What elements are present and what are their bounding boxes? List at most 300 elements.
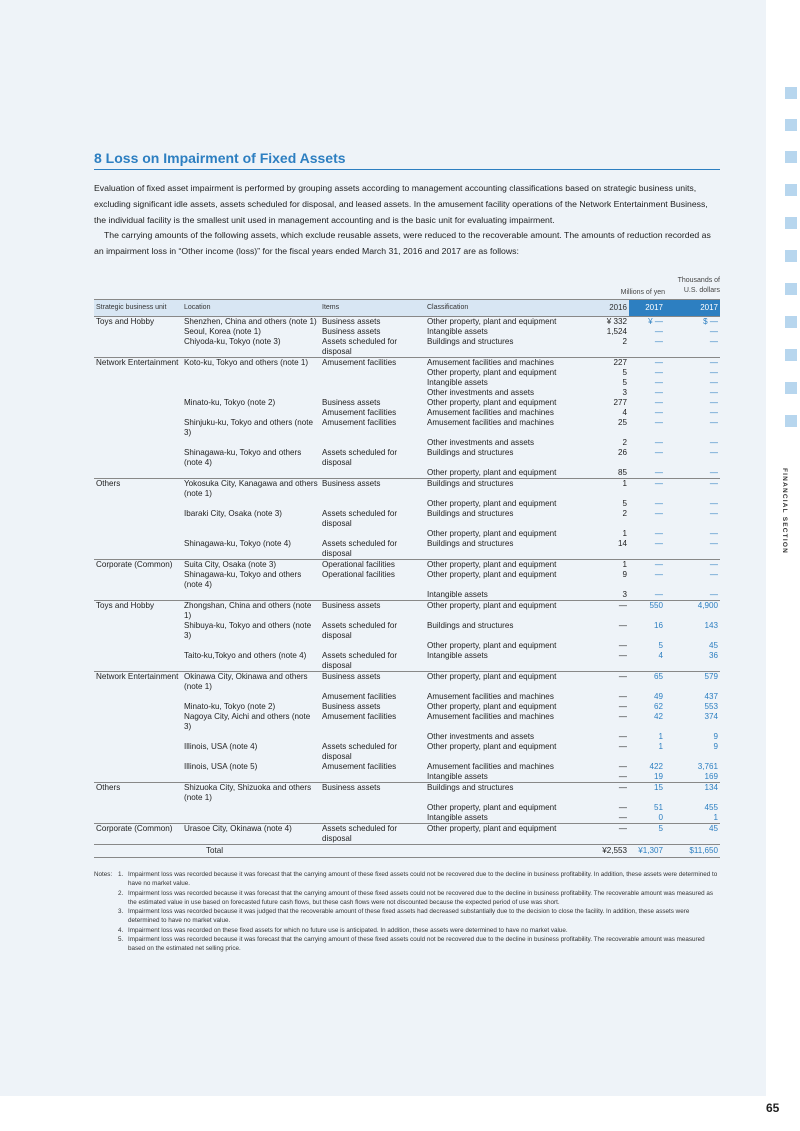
cell-2017-yen: 422: [649, 761, 663, 771]
cell-2017-yen: —: [654, 326, 663, 336]
cell-location: [182, 408, 320, 418]
table-row: [94, 651, 720, 672]
cell-2017-usd: —: [709, 447, 718, 457]
cell-business-unit: [94, 702, 182, 712]
cell-2017-yen: 51: [653, 802, 663, 812]
cell-business-unit: [94, 803, 182, 813]
cell-classification: Other property, plant and equipment: [425, 600, 587, 621]
nav-square: [785, 415, 797, 427]
table-row: [94, 590, 720, 601]
cell-location: Shibuya-ku, Tokyo and others (note 3): [184, 620, 312, 640]
cell-classification: Intangible assets: [427, 812, 488, 822]
cell-location: [182, 468, 320, 479]
cell-2016: —: [618, 620, 627, 630]
table-row: [94, 823, 720, 844]
cell-2017-yen: —: [654, 387, 663, 397]
cell-items: [320, 590, 425, 601]
cell-2017-yen: —: [654, 569, 663, 579]
table-row: [94, 621, 720, 641]
cell-2017-yen: 0: [658, 812, 663, 822]
cell-business-unit: Toys and Hobby: [94, 316, 182, 327]
cell-classification: Intangible assets: [427, 771, 488, 781]
cell-items: Assets scheduled for disposal: [322, 508, 398, 528]
cell-2016: 26: [617, 447, 627, 457]
cell-location: [182, 368, 320, 378]
section-title: 8 Loss on Impairment of Fixed Assets: [94, 150, 720, 170]
cell-items: Assets scheduled for disposal: [322, 650, 398, 670]
cell-2016: ¥ 332: [587, 316, 629, 327]
cell-classification: Buildings and structures: [427, 447, 514, 457]
cell-location: Illinois, USA (note 5): [184, 761, 258, 771]
cell-location: Shinjuku-ku, Tokyo and others (note 3): [184, 417, 313, 437]
total-2017-yen: ¥1,307: [629, 844, 665, 857]
table-row: [94, 337, 720, 358]
cell-2017-usd: —: [709, 387, 718, 397]
cell-business-unit: Others: [94, 478, 182, 499]
cell-items: Assets scheduled for disposal: [322, 538, 398, 558]
cell-classification: Other property, plant and equipment: [427, 701, 557, 711]
table-row: [94, 712, 720, 732]
cell-business-unit: [94, 570, 182, 590]
cell-classification: Other property, plant and equipment: [427, 467, 557, 477]
cell-2017-yen: —: [629, 357, 665, 368]
cell-business-unit: [94, 712, 182, 732]
cell-2017-usd: 9: [713, 731, 718, 741]
note-number: 5.: [118, 936, 124, 944]
header-classification: Classification: [425, 299, 587, 316]
note-text: Impairment loss was recorded because it was forecast that the carrying amount of these fixed assets could not be recovered due to the decline in business profitability. The recoverable amount was measured based on the estimated net selling price.: [128, 936, 705, 953]
cell-2017-yen: —: [629, 478, 665, 499]
total-2016: ¥2,553: [587, 844, 629, 857]
cell-location: Yokosuka City, Kanagawa and others (note 1): [182, 478, 320, 499]
cell-items: [320, 813, 425, 824]
cell-2016: 2: [622, 437, 627, 447]
table-row: [94, 641, 720, 651]
table-row: [94, 468, 720, 479]
cell-items: Assets scheduled for disposal: [322, 336, 398, 356]
cell-items: Amusement facilities: [322, 407, 397, 417]
cell-location: [182, 499, 320, 509]
cell-classification: Other property, plant and equipment: [427, 397, 557, 407]
cell-2017-yen: 49: [653, 691, 663, 701]
cell-2017-usd: —: [665, 559, 720, 570]
cell-classification: Amusement facilities and machines: [427, 711, 554, 721]
cell-2017-yen: —: [654, 407, 663, 417]
cell-2016: —: [618, 741, 627, 751]
cell-2016: 2: [622, 336, 627, 346]
header-2017-usd: 2017: [665, 299, 720, 316]
cell-2017-yen: 42: [653, 711, 663, 721]
cell-2017-yen: —: [654, 397, 663, 407]
cell-location: Minato-ku, Tokyo (note 2): [184, 701, 276, 711]
note-number: 2.: [118, 889, 124, 897]
cell-items: [320, 438, 425, 448]
cell-items: [320, 772, 425, 783]
cell-classification: Amusement facilities and machines: [427, 407, 554, 417]
cell-location: Okinawa City, Okinawa and others (note 1): [182, 671, 320, 692]
cell-2016: 9: [622, 569, 627, 579]
cell-2017-usd: —: [709, 589, 718, 599]
cell-classification: Buildings and structures: [427, 538, 514, 548]
cell-2017-usd: 134: [665, 782, 720, 803]
cell-classification: Other investments and assets: [427, 731, 535, 741]
cell-business-unit: [94, 641, 182, 651]
table-header-row: [94, 299, 720, 316]
cell-location: Seoul, Korea (note 1): [184, 326, 261, 336]
cell-classification: Buildings and structures: [425, 782, 587, 803]
cell-2017-yen: 550: [629, 600, 665, 621]
cell-2017-yen: 1: [658, 731, 663, 741]
cell-location: [182, 529, 320, 539]
cell-classification: Other property, plant and equipment: [425, 823, 587, 844]
cell-business-unit: [94, 398, 182, 408]
cell-items: Amusement facilities: [320, 357, 425, 368]
cell-location: [182, 803, 320, 813]
cell-business-unit: Corporate (Common): [94, 559, 182, 570]
cell-2016: 277: [613, 397, 627, 407]
cell-business-unit: [94, 468, 182, 479]
cell-2017-usd: 36: [708, 650, 718, 660]
cell-location: Shinagawa-ku, Tokyo and others (note 4): [184, 569, 302, 589]
table-row: [94, 499, 720, 509]
table-row: [94, 509, 720, 529]
cell-location: [182, 438, 320, 448]
cell-2017-usd: —: [709, 367, 718, 377]
cell-items: Amusement facilities: [322, 761, 397, 771]
cell-classification: Amusement facilities and machines: [425, 357, 587, 368]
cell-location: [182, 378, 320, 388]
header-2016: 2016: [587, 299, 629, 316]
cell-2017-usd: 553: [704, 701, 718, 711]
cell-2017-yen: —: [654, 447, 663, 457]
cell-business-unit: [94, 590, 182, 601]
cell-items: [320, 529, 425, 539]
note-number: 3.: [118, 908, 124, 916]
nav-square: [785, 184, 797, 196]
total-row: [94, 844, 720, 857]
cell-2017-yen: 1: [658, 741, 663, 751]
cell-2017-yen: —: [654, 498, 663, 508]
nav-square: [785, 316, 797, 328]
cell-classification: Other property, plant and equipment: [425, 671, 587, 692]
cell-classification: Other property, plant and equipment: [427, 640, 557, 650]
cell-items: Assets scheduled for disposal: [322, 741, 398, 761]
cell-2017-yen: 65: [629, 671, 665, 692]
cell-location: Ibaraki City, Osaka (note 3): [184, 508, 282, 518]
table-row: [94, 671, 720, 692]
cell-business-unit: [94, 813, 182, 824]
table-row: [94, 762, 720, 772]
table-row: [94, 368, 720, 378]
cell-2017-yen: —: [654, 336, 663, 346]
table-row: [94, 782, 720, 803]
nav-square: [785, 151, 797, 163]
cell-2016: 1: [622, 528, 627, 538]
table-row: [94, 388, 720, 398]
cell-2016: 85: [617, 467, 627, 477]
note-number: 4.: [118, 926, 124, 934]
nav-square: [785, 349, 797, 361]
cell-2017-usd: 1: [713, 812, 718, 822]
cell-business-unit: Network Entertainment: [94, 671, 182, 692]
table-row: [94, 702, 720, 712]
cell-business-unit: [94, 692, 182, 702]
note-text: Impairment loss was recorded because it was forecast that the carrying amount of these fixed assets could not be recovered due to the decline in business profitability. In addition, these assets were determined to have no market value.: [128, 870, 718, 888]
cell-business-unit: [94, 438, 182, 448]
cell-business-unit: [94, 732, 182, 742]
cell-2016: 1: [587, 478, 629, 499]
cell-2017-usd: 143: [704, 620, 718, 630]
cell-2017-usd: 45: [665, 823, 720, 844]
unit-thousands-usd: Thousands of U.S. dollars: [677, 276, 720, 294]
cell-2016: 5: [622, 367, 627, 377]
cell-location: Chiyoda-ku, Tokyo (note 3): [184, 336, 281, 346]
cell-location: Zhongshan, China and others (note 1): [182, 600, 320, 621]
cell-2017-yen: —: [654, 467, 663, 477]
cell-2017-yen: —: [654, 589, 663, 599]
page-number: 65: [766, 1101, 780, 1115]
cell-location: [182, 388, 320, 398]
nav-square: [785, 283, 797, 295]
cell-2017-usd: —: [709, 336, 718, 346]
note-text: Impairment loss was recorded on these fixed assets for which no future use is anticipated. In addition, these assets were determined to have no market value.: [128, 926, 568, 934]
cell-business-unit: [94, 337, 182, 358]
cell-2016: —: [618, 650, 627, 660]
cell-2017-yen: —: [654, 367, 663, 377]
cell-2016: —: [618, 802, 627, 812]
table-row: [94, 803, 720, 813]
cell-2017-yen: —: [654, 417, 663, 427]
nav-square: [785, 382, 797, 394]
cell-2016: —: [618, 691, 627, 701]
cell-2016: —: [618, 771, 627, 781]
cell-items: [320, 388, 425, 398]
cell-2017-usd: 455: [704, 802, 718, 812]
cell-location: Koto-ku, Tokyo and others (note 1): [182, 357, 320, 368]
cell-items: [320, 732, 425, 742]
cell-2016: 5: [622, 377, 627, 387]
cell-2017-yen: 16: [653, 620, 663, 630]
cell-2016: —: [618, 701, 627, 711]
cell-classification: Amusement facilities and machines: [427, 691, 554, 701]
table-row: [94, 378, 720, 388]
table-row: [94, 742, 720, 762]
cell-2017-yen: —: [654, 508, 663, 518]
cell-2016: 3: [622, 387, 627, 397]
cell-location: Minato-ku, Tokyo (note 2): [184, 397, 276, 407]
header-strategic-business-unit: Strategic business unit: [94, 299, 182, 316]
table-row: [94, 539, 720, 560]
side-section-label: FINANCIAL SECTION: [781, 468, 788, 555]
cell-2017-usd: 9: [713, 741, 718, 751]
cell-items: [320, 468, 425, 479]
nav-square: [785, 87, 797, 99]
cell-2017-usd: —: [709, 538, 718, 548]
table-row: [94, 692, 720, 702]
cell-items: Business assets: [322, 397, 381, 407]
cell-classification: Other property, plant and equipment: [427, 367, 557, 377]
cell-2017-usd: 4,900: [665, 600, 720, 621]
cell-location: Suita City, Osaka (note 3): [182, 559, 320, 570]
cell-location: [182, 813, 320, 824]
table-row: [94, 398, 720, 408]
note-item: [118, 889, 720, 908]
cell-business-unit: Toys and Hobby: [94, 600, 182, 621]
cell-business-unit: [94, 742, 182, 762]
cell-items: Business assets: [320, 478, 425, 499]
intro-paragraph: Evaluation of fixed asset impairment is performed by grouping assets according to management accounting classifications based on strategic business units, excluding significant idle assets, assets scheduled for disposal, and leased assets. In the amusement facility operations of the Network Entertainment Business, the individual facility is the smallest unit used in management accounting and is the basic unit for evaluating impairment.: [94, 183, 708, 225]
table-row: [94, 813, 720, 824]
notes: [94, 870, 720, 954]
cell-2016: —: [618, 731, 627, 741]
table-row: [94, 559, 720, 570]
note-item: [118, 870, 720, 889]
table-row: [94, 408, 720, 418]
cell-business-unit: [94, 499, 182, 509]
cell-location: Taito-ku,Tokyo and others (note 4): [184, 650, 307, 660]
cell-items: Amusement facilities: [322, 417, 397, 427]
cell-items: Business assets: [320, 316, 425, 327]
cell-classification: Buildings and structures: [427, 620, 514, 630]
cell-2016: 227: [587, 357, 629, 368]
cell-classification: Other investments and assets: [427, 387, 535, 397]
cell-location: [182, 641, 320, 651]
cell-items: [320, 641, 425, 651]
cell-2017-usd: —: [709, 498, 718, 508]
cell-items: [320, 803, 425, 813]
cell-2017-usd: —: [709, 528, 718, 538]
cell-classification: Intangible assets: [427, 326, 488, 336]
cell-2017-yen: 19: [653, 771, 663, 781]
cell-classification: Intangible assets: [427, 377, 488, 387]
cell-classification: Buildings and structures: [427, 336, 514, 346]
cell-business-unit: Corporate (Common): [94, 823, 182, 844]
cell-2017-yen: —: [654, 377, 663, 387]
cell-items: [320, 378, 425, 388]
carrying-amount-paragraph: The carrying amounts of the following assets, which exclude reusable assets, were reduced to the recoverable amount. The amounts of reduction recorded as an impairment loss in “Other income (loss)” for the fiscal years ended March 31, 2016 and 2017 are as follows:: [94, 230, 711, 257]
nav-square: [785, 217, 797, 229]
cell-2017-usd: —: [709, 467, 718, 477]
cell-location: Illinois, USA (note 4): [184, 741, 258, 751]
cell-business-unit: [94, 378, 182, 388]
cell-classification: Intangible assets: [427, 650, 488, 660]
cell-classification: Other property, plant and equipment: [427, 528, 557, 538]
table-row: [94, 478, 720, 499]
cell-2017-usd: 374: [704, 711, 718, 721]
cell-2017-usd: 45: [708, 640, 718, 650]
cell-items: Business assets: [320, 671, 425, 692]
cell-location: Urasoe City, Okinawa (note 4): [182, 823, 320, 844]
cell-2016: —: [618, 761, 627, 771]
cell-classification: Buildings and structures: [425, 478, 587, 499]
cell-2017-usd: —: [665, 478, 720, 499]
cell-classification: Buildings and structures: [427, 508, 514, 518]
cell-2017-usd: 169: [704, 771, 718, 781]
cell-2016: 3: [622, 589, 627, 599]
header-location: Location: [182, 299, 320, 316]
main-content: [94, 150, 720, 954]
cell-2017-usd: —: [709, 397, 718, 407]
total-2017-usd: $11,650: [665, 844, 720, 857]
cell-2016: 5: [622, 498, 627, 508]
cell-2016: 4: [622, 407, 627, 417]
cell-2017-yen: ¥ —: [629, 316, 665, 327]
cell-business-unit: [94, 621, 182, 641]
table-row: [94, 600, 720, 621]
cell-2016: 2: [622, 508, 627, 518]
cell-2017-yen: —: [654, 538, 663, 548]
cell-items: Business assets: [322, 701, 381, 711]
cell-2016: 1: [587, 559, 629, 570]
cell-2017-usd: 3,761: [697, 761, 718, 771]
table-row: [94, 438, 720, 448]
cell-location: Shinagawa-ku, Tokyo and others (note 4): [184, 447, 302, 467]
table-row: [94, 418, 720, 438]
table-row: [94, 529, 720, 539]
cell-2017-yen: 4: [658, 650, 663, 660]
cell-2017-usd: 579: [665, 671, 720, 692]
cell-classification: Other property, plant and equipment: [427, 498, 557, 508]
cell-location: Shizuoka City, Shizuoka and others (note 1): [182, 782, 320, 803]
cell-business-unit: [94, 772, 182, 783]
table-body: [94, 316, 720, 844]
cell-classification: Intangible assets: [427, 589, 488, 599]
nav-square: [785, 119, 797, 131]
cell-business-unit: Others: [94, 782, 182, 803]
cell-classification: Amusement facilities and machines: [427, 761, 554, 771]
note-item: [118, 935, 720, 954]
cell-location: [182, 732, 320, 742]
cell-items: Assets scheduled for disposal: [320, 823, 425, 844]
cell-business-unit: [94, 651, 182, 672]
cell-business-unit: [94, 368, 182, 378]
cell-business-unit: [94, 529, 182, 539]
cell-location: Shinagawa-ku, Tokyo (note 4): [184, 538, 291, 548]
cell-items: Operational facilities: [322, 569, 395, 579]
cell-items: Operational facilities: [320, 559, 425, 570]
total-label: Total: [182, 844, 320, 857]
cell-2017-usd: —: [709, 508, 718, 518]
table-row: [94, 357, 720, 368]
cell-2017-usd: —: [709, 326, 718, 336]
note-text: Impairment loss was recorded because it was judged that the recoverable amount of these fixed assets had decreased substantially due to the decision to close the facility. In addition, these assets were determined to have no market value.: [128, 908, 690, 925]
cell-2017-usd: —: [709, 407, 718, 417]
cell-items: Business assets: [320, 782, 425, 803]
table-row: [94, 570, 720, 590]
notes-list: [118, 870, 720, 954]
table-row: [94, 732, 720, 742]
cell-items: Business assets: [322, 326, 381, 336]
cell-2017-usd: 437: [704, 691, 718, 701]
cell-items: [320, 499, 425, 509]
cell-location: Shenzhen, China and others (note 1): [182, 316, 320, 327]
cell-items: Assets scheduled for disposal: [322, 447, 398, 467]
cell-2016: —: [618, 711, 627, 721]
cell-location: [182, 692, 320, 702]
note-number: 1.: [118, 870, 124, 878]
cell-items: Amusement facilities: [322, 711, 397, 721]
unit-millions-of-yen: Millions of yen: [620, 288, 665, 296]
cell-2017-usd: —: [709, 377, 718, 387]
cell-2017-usd: —: [709, 437, 718, 447]
cell-2016: —: [587, 782, 629, 803]
cell-business-unit: [94, 509, 182, 529]
cell-2017-usd: $ —: [665, 316, 720, 327]
cell-2017-yen: —: [654, 437, 663, 447]
cell-classification: Other investments and assets: [427, 437, 535, 447]
cell-2017-usd: —: [709, 569, 718, 579]
cell-business-unit: [94, 418, 182, 438]
